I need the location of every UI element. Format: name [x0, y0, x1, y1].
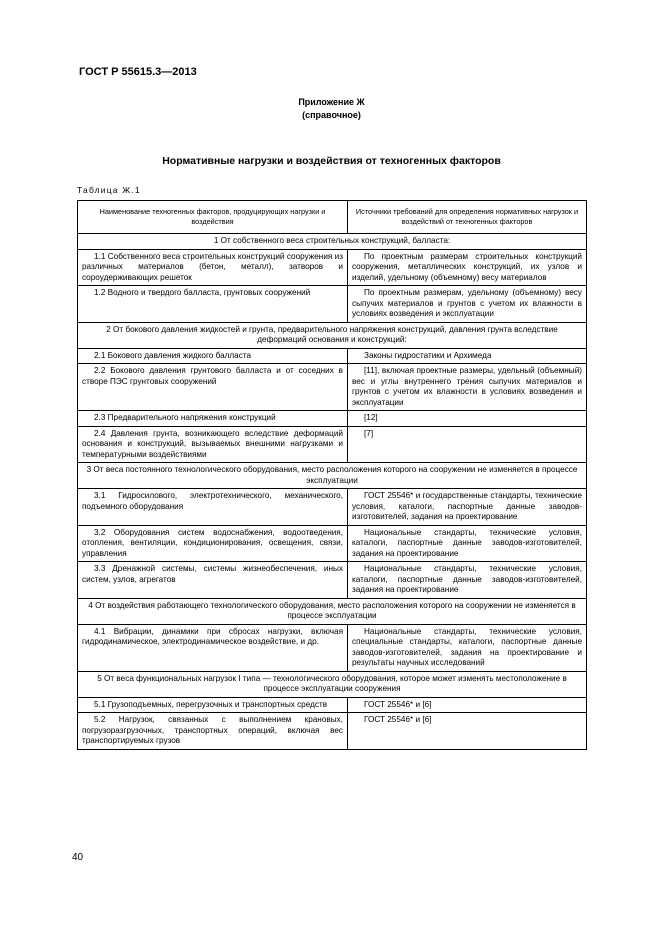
section-title: 5 От веса функциональных нагрузок I типа — технологического оборудования, которое может изменять местоположение в процессе эксплуатации сооружения: [78, 671, 587, 697]
appendix-title: Приложение Ж: [298, 97, 365, 107]
source-cell: [7]: [348, 426, 587, 463]
section-row: [78, 234, 587, 250]
header-factor: Наименование техногенных факторов, продуцирующих нагрузки и воздействия: [78, 201, 348, 234]
table-row: [78, 348, 587, 364]
factor-cell: 2.3 Предварительного напряжения конструкций: [78, 411, 348, 427]
table-row: [78, 426, 587, 463]
table-row: [78, 249, 587, 286]
section-title: 4 От воздействия работающего технологического оборудования, место расположения которого на сооружении не изменяется в процессе эксплуатации: [78, 598, 587, 624]
table-header-row: [78, 201, 587, 234]
source-cell: ГОСТ 25546* и [6]: [348, 697, 587, 713]
source-cell: Национальные стандарты, технические условия, каталоги, паспортные данные заводов-изготовителей, задания на проектирование: [348, 525, 587, 562]
source-cell: Национальные стандарты, технические условия, специальные стандарты, каталоги, паспортные данные заводов-изготовителей, задания на проектирование и результаты научных исследований: [348, 624, 587, 671]
factor-cell: 2.2 Бокового давления грунтового балласта и от соседних в створе ПЭС грунтовых сооружений: [78, 364, 348, 411]
source-cell: [12]: [348, 411, 587, 427]
section-row: [78, 322, 587, 348]
factor-cell: 2.4 Давления грунта, возникающего вследствие деформаций основания и конструкций, вызываемых внешними нагрузками и температурными воздействиями: [78, 426, 348, 463]
table-caption: Таблица Ж.1: [77, 185, 141, 195]
header-source: Источники требований для определения нормативных нагрузок и воздействий от техногенных факторов: [348, 201, 587, 234]
factor-cell: 2.1 Бокового давления жидкого балласта: [78, 348, 348, 364]
table-row: [78, 364, 587, 411]
factor-cell: 1.1 Собственного веса строительных конструкций сооружения из различных материалов (бетон, металл), затворов и сороудерживающих решеток: [78, 249, 348, 286]
table-row: [78, 489, 587, 526]
section-title: 2 От бокового давления жидкостей и грунта, предварительного напряжения конструкций, давления грунта вследствие деформаций основания и конструкций:: [78, 322, 587, 348]
section-title: 1 От собственного веса строительных конструкций, балласта:: [78, 234, 587, 250]
table-row: [78, 624, 587, 671]
page-title: Нормативные нагрузки и воздействия от техногенных факторов: [162, 155, 501, 167]
factor-cell: 3.2 Оборудования систем водоснабжения, водоотведения, отопления, вентиляции, кондиционирования, освещения, связи, управления: [78, 525, 348, 562]
table-row: [78, 525, 587, 562]
factor-cell: 5.2 Нагрузок, связанных с выполнением крановых, погрузоразгрузочных, транспортных операций, включая вес транспортируемых грузов: [78, 713, 348, 750]
document-code: ГОСТ Р 55615.3—2013: [79, 66, 197, 78]
factor-cell: 1.2 Водного и твердого балласта, грунтовых сооружений: [78, 286, 348, 323]
table-row: [78, 562, 587, 599]
table-row: [78, 411, 587, 427]
appendix-heading: [79, 96, 584, 122]
table-row: [78, 713, 587, 750]
norms-table: [77, 200, 587, 750]
appendix-subtitle: (справочное): [302, 110, 361, 120]
factor-cell: 3.1 Гидросилового, электротехнического, механического, подъемного оборудования: [78, 489, 348, 526]
table-row: [78, 286, 587, 323]
section-row: [78, 598, 587, 624]
source-cell: Национальные стандарты, технические условия, каталоги, паспортные данные заводов-изготовителей, задания на проектирование: [348, 562, 587, 599]
factor-cell: 5.1 Грузоподъемных, перегрузочных и транспортных средств: [78, 697, 348, 713]
source-cell: Законы гидростатики и Архимеда: [348, 348, 587, 364]
factor-cell: 3.3 Дренажной системы, системы жизнеобеспечения, иных систем, узлов, агрегатов: [78, 562, 348, 599]
source-cell: По проектным размерам, удельному (объемному) весу сыпучих материалов и грунтов с учетом их влажности в условиях возведения и эксплуатации: [348, 286, 587, 323]
table-row: [78, 697, 587, 713]
section-row: [78, 463, 587, 489]
factor-cell: 4.1 Вибрации, динамики при сбросах нагрузки, включая гидродинамическое, электродинамическое воздействие, и др.: [78, 624, 348, 671]
section-row: [78, 671, 587, 697]
source-cell: По проектным размерам строительных конструкций сооружения, металлических конструкций, их узлов и изделий, удельному (объемному) весу материалов: [348, 249, 587, 286]
source-cell: [11], включая проектные размеры, удельный (объемный) вес и углы внутреннего трения сыпучих материалов и грунтов с учетом их влажности в условиях возведения и эксплуатации: [348, 364, 587, 411]
page-number: 40: [72, 852, 84, 863]
section-title: 3 От веса постоянного технологического оборудования, место расположения которого на сооружении не изменяется в процессе эксплуатации: [78, 463, 587, 489]
source-cell: ГОСТ 25546* и [6]: [348, 713, 587, 750]
source-cell: ГОСТ 25546* и государственные стандарты, технические условия, каталоги, паспортные данные заводов-изготовителей, задания на проектирование: [348, 489, 587, 526]
